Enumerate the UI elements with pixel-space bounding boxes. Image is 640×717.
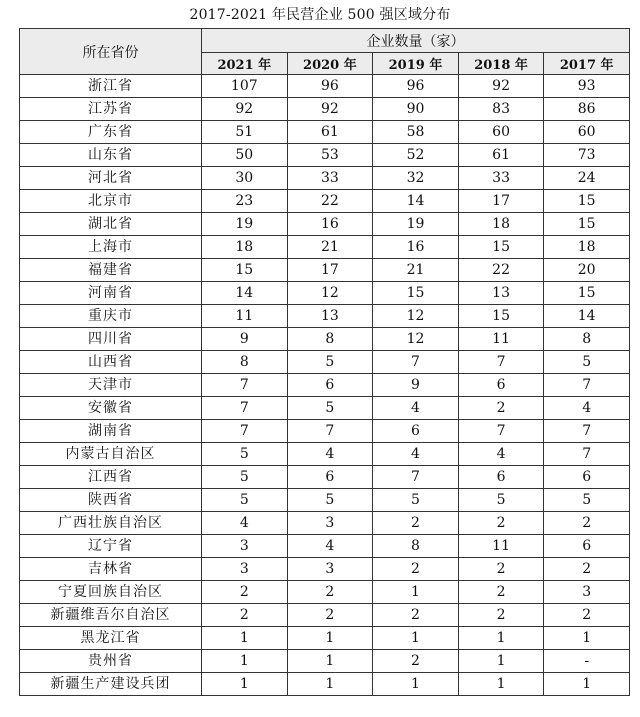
count-cell: 4 bbox=[544, 397, 630, 420]
count-cell: 4 bbox=[287, 443, 373, 466]
table-row bbox=[20, 374, 630, 397]
region-distribution-table bbox=[19, 28, 630, 696]
count-cell: 93 bbox=[544, 75, 630, 98]
count-cell: - bbox=[544, 650, 630, 673]
count-cell: 5 bbox=[202, 489, 288, 512]
count-cell: 33 bbox=[458, 167, 544, 190]
count-cell: 24 bbox=[544, 167, 630, 190]
count-cell: 16 bbox=[373, 236, 459, 259]
count-cell: 50 bbox=[202, 144, 288, 167]
count-cell: 1 bbox=[458, 673, 544, 696]
count-cell: 5 bbox=[287, 489, 373, 512]
count-cell: 1 bbox=[544, 673, 630, 696]
table-row bbox=[20, 213, 630, 236]
count-cell: 18 bbox=[458, 213, 544, 236]
count-cell: 4 bbox=[373, 443, 459, 466]
table-row bbox=[20, 351, 630, 374]
count-cell: 2 bbox=[287, 581, 373, 604]
count-cell: 6 bbox=[287, 374, 373, 397]
table-row bbox=[20, 328, 630, 351]
count-cell: 12 bbox=[287, 282, 373, 305]
count-cell: 53 bbox=[287, 144, 373, 167]
year-column-header: 2021 年 bbox=[202, 53, 288, 75]
province-cell: 江西省 bbox=[20, 466, 202, 489]
count-cell: 7 bbox=[202, 420, 288, 443]
count-cell: 14 bbox=[202, 282, 288, 305]
count-cell: 58 bbox=[373, 121, 459, 144]
count-cell: 3 bbox=[202, 535, 288, 558]
count-cell: 2 bbox=[458, 604, 544, 627]
count-cell: 6 bbox=[544, 535, 630, 558]
count-cell: 15 bbox=[458, 305, 544, 328]
count-cell: 32 bbox=[373, 167, 459, 190]
province-cell: 江苏省 bbox=[20, 98, 202, 121]
count-cell: 21 bbox=[373, 259, 459, 282]
count-cell: 92 bbox=[287, 98, 373, 121]
count-cell: 2 bbox=[373, 650, 459, 673]
count-cell: 19 bbox=[373, 213, 459, 236]
count-cell: 5 bbox=[544, 351, 630, 374]
count-cell: 1 bbox=[373, 673, 459, 696]
count-cell: 92 bbox=[458, 75, 544, 98]
count-cell: 1 bbox=[458, 627, 544, 650]
table-row bbox=[20, 167, 630, 190]
count-cell: 3 bbox=[287, 558, 373, 581]
province-cell: 广西壮族自治区 bbox=[20, 512, 202, 535]
province-cell: 安徽省 bbox=[20, 397, 202, 420]
table-row bbox=[20, 190, 630, 213]
province-cell: 新疆维吾尔自治区 bbox=[20, 604, 202, 627]
province-cell: 天津市 bbox=[20, 374, 202, 397]
count-cell: 96 bbox=[287, 75, 373, 98]
table-row bbox=[20, 397, 630, 420]
province-cell: 内蒙古自治区 bbox=[20, 443, 202, 466]
count-cell: 2 bbox=[202, 604, 288, 627]
year-column-header: 2019 年 bbox=[373, 53, 459, 75]
table-row bbox=[20, 466, 630, 489]
count-cell: 8 bbox=[287, 328, 373, 351]
count-cell: 6 bbox=[458, 466, 544, 489]
count-cell: 7 bbox=[373, 351, 459, 374]
table-row bbox=[20, 673, 630, 696]
table-row bbox=[20, 489, 630, 512]
count-cell: 1 bbox=[202, 627, 288, 650]
table-row bbox=[20, 420, 630, 443]
count-cell: 4 bbox=[287, 535, 373, 558]
count-cell: 7 bbox=[202, 374, 288, 397]
count-cell: 1 bbox=[287, 627, 373, 650]
count-cell: 4 bbox=[458, 443, 544, 466]
count-cell: 51 bbox=[202, 121, 288, 144]
count-cell: 15 bbox=[202, 259, 288, 282]
count-cell: 14 bbox=[544, 305, 630, 328]
count-cell: 12 bbox=[373, 328, 459, 351]
count-cell: 5 bbox=[544, 489, 630, 512]
count-cell: 2 bbox=[544, 512, 630, 535]
province-cell: 贵州省 bbox=[20, 650, 202, 673]
province-cell: 吉林省 bbox=[20, 558, 202, 581]
table-row bbox=[20, 627, 630, 650]
count-cell: 2 bbox=[287, 604, 373, 627]
count-cell: 11 bbox=[458, 328, 544, 351]
count-cell: 4 bbox=[373, 397, 459, 420]
province-cell: 福建省 bbox=[20, 259, 202, 282]
province-cell: 浙江省 bbox=[20, 75, 202, 98]
count-cell: 1 bbox=[544, 627, 630, 650]
count-cell: 23 bbox=[202, 190, 288, 213]
table-row bbox=[20, 512, 630, 535]
count-cell: 2 bbox=[373, 604, 459, 627]
table-row bbox=[20, 535, 630, 558]
count-cell: 2 bbox=[544, 604, 630, 627]
count-cell: 2 bbox=[373, 512, 459, 535]
province-cell: 湖北省 bbox=[20, 213, 202, 236]
count-cell: 1 bbox=[458, 650, 544, 673]
province-column-header: 所在省份 bbox=[20, 29, 202, 75]
count-cell: 7 bbox=[373, 466, 459, 489]
count-cell: 17 bbox=[287, 259, 373, 282]
count-cell: 2 bbox=[202, 581, 288, 604]
table-row bbox=[20, 581, 630, 604]
count-cell: 1 bbox=[373, 581, 459, 604]
table-header bbox=[20, 29, 630, 75]
count-cell: 2 bbox=[458, 581, 544, 604]
province-cell: 新疆生产建设兵团 bbox=[20, 673, 202, 696]
count-cell: 4 bbox=[202, 512, 288, 535]
count-cell: 11 bbox=[458, 535, 544, 558]
table-row bbox=[20, 604, 630, 627]
count-cell: 107 bbox=[202, 75, 288, 98]
count-cell: 13 bbox=[458, 282, 544, 305]
count-cell: 11 bbox=[202, 305, 288, 328]
count-cell: 15 bbox=[544, 213, 630, 236]
enterprise-count-group-header: 企业数量（家） bbox=[202, 29, 630, 53]
province-cell: 上海市 bbox=[20, 236, 202, 259]
count-cell: 7 bbox=[458, 420, 544, 443]
province-cell: 广东省 bbox=[20, 121, 202, 144]
count-cell: 60 bbox=[458, 121, 544, 144]
count-cell: 60 bbox=[544, 121, 630, 144]
count-cell: 3 bbox=[287, 512, 373, 535]
count-cell: 7 bbox=[202, 397, 288, 420]
count-cell: 17 bbox=[458, 190, 544, 213]
count-cell: 6 bbox=[373, 420, 459, 443]
count-cell: 13 bbox=[287, 305, 373, 328]
count-cell: 52 bbox=[373, 144, 459, 167]
count-cell: 5 bbox=[373, 489, 459, 512]
count-cell: 18 bbox=[202, 236, 288, 259]
count-cell: 61 bbox=[458, 144, 544, 167]
table-body bbox=[20, 75, 630, 696]
count-cell: 2 bbox=[458, 512, 544, 535]
count-cell: 8 bbox=[202, 351, 288, 374]
count-cell: 86 bbox=[544, 98, 630, 121]
count-cell: 96 bbox=[373, 75, 459, 98]
count-cell: 18 bbox=[544, 236, 630, 259]
table-row bbox=[20, 282, 630, 305]
province-cell: 辽宁省 bbox=[20, 535, 202, 558]
count-cell: 22 bbox=[458, 259, 544, 282]
province-cell: 北京市 bbox=[20, 190, 202, 213]
count-cell: 5 bbox=[287, 351, 373, 374]
province-cell: 重庆市 bbox=[20, 305, 202, 328]
count-cell: 6 bbox=[287, 466, 373, 489]
province-cell: 黑龙江省 bbox=[20, 627, 202, 650]
table-row bbox=[20, 98, 630, 121]
count-cell: 8 bbox=[373, 535, 459, 558]
table-row bbox=[20, 558, 630, 581]
count-cell: 6 bbox=[544, 466, 630, 489]
count-cell: 9 bbox=[202, 328, 288, 351]
count-cell: 5 bbox=[202, 443, 288, 466]
province-cell: 河南省 bbox=[20, 282, 202, 305]
table-row bbox=[20, 75, 630, 98]
count-cell: 5 bbox=[202, 466, 288, 489]
year-column-header: 2017 年 bbox=[544, 53, 630, 75]
count-cell: 22 bbox=[287, 190, 373, 213]
count-cell: 1 bbox=[287, 650, 373, 673]
count-cell: 20 bbox=[544, 259, 630, 282]
province-cell: 湖南省 bbox=[20, 420, 202, 443]
count-cell: 2 bbox=[458, 397, 544, 420]
count-cell: 90 bbox=[373, 98, 459, 121]
count-cell: 83 bbox=[458, 98, 544, 121]
count-cell: 2 bbox=[458, 558, 544, 581]
table-title: 2017-2021 年民营企业 500 强区域分布 bbox=[189, 7, 451, 23]
table-row bbox=[20, 259, 630, 282]
count-cell: 21 bbox=[287, 236, 373, 259]
count-cell: 2 bbox=[373, 558, 459, 581]
count-cell: 1 bbox=[287, 673, 373, 696]
count-cell: 7 bbox=[544, 443, 630, 466]
count-cell: 2 bbox=[544, 558, 630, 581]
count-cell: 15 bbox=[373, 282, 459, 305]
count-cell: 19 bbox=[202, 213, 288, 236]
count-cell: 7 bbox=[287, 420, 373, 443]
count-cell: 1 bbox=[202, 673, 288, 696]
table-row bbox=[20, 144, 630, 167]
province-cell: 四川省 bbox=[20, 328, 202, 351]
count-cell: 16 bbox=[287, 213, 373, 236]
province-cell: 山西省 bbox=[20, 351, 202, 374]
count-cell: 30 bbox=[202, 167, 288, 190]
province-cell: 山东省 bbox=[20, 144, 202, 167]
count-cell: 7 bbox=[544, 374, 630, 397]
province-cell: 陕西省 bbox=[20, 489, 202, 512]
count-cell: 7 bbox=[458, 351, 544, 374]
count-cell: 61 bbox=[287, 121, 373, 144]
count-cell: 73 bbox=[544, 144, 630, 167]
count-cell: 8 bbox=[544, 328, 630, 351]
province-cell: 宁夏回族自治区 bbox=[20, 581, 202, 604]
count-cell: 1 bbox=[202, 650, 288, 673]
table-row bbox=[20, 650, 630, 673]
count-cell: 14 bbox=[373, 190, 459, 213]
count-cell: 3 bbox=[202, 558, 288, 581]
count-cell: 15 bbox=[458, 236, 544, 259]
count-cell: 92 bbox=[202, 98, 288, 121]
year-column-header: 2020 年 bbox=[287, 53, 373, 75]
count-cell: 9 bbox=[373, 374, 459, 397]
table-row bbox=[20, 121, 630, 144]
count-cell: 6 bbox=[458, 374, 544, 397]
count-cell: 15 bbox=[544, 190, 630, 213]
table-row bbox=[20, 236, 630, 259]
count-cell: 7 bbox=[544, 420, 630, 443]
count-cell: 1 bbox=[373, 627, 459, 650]
table-row bbox=[20, 443, 630, 466]
count-cell: 5 bbox=[287, 397, 373, 420]
count-cell: 15 bbox=[544, 282, 630, 305]
table-row bbox=[20, 305, 630, 328]
count-cell: 3 bbox=[544, 581, 630, 604]
count-cell: 33 bbox=[287, 167, 373, 190]
year-column-header: 2018 年 bbox=[458, 53, 544, 75]
count-cell: 5 bbox=[458, 489, 544, 512]
province-cell: 河北省 bbox=[20, 167, 202, 190]
count-cell: 12 bbox=[373, 305, 459, 328]
